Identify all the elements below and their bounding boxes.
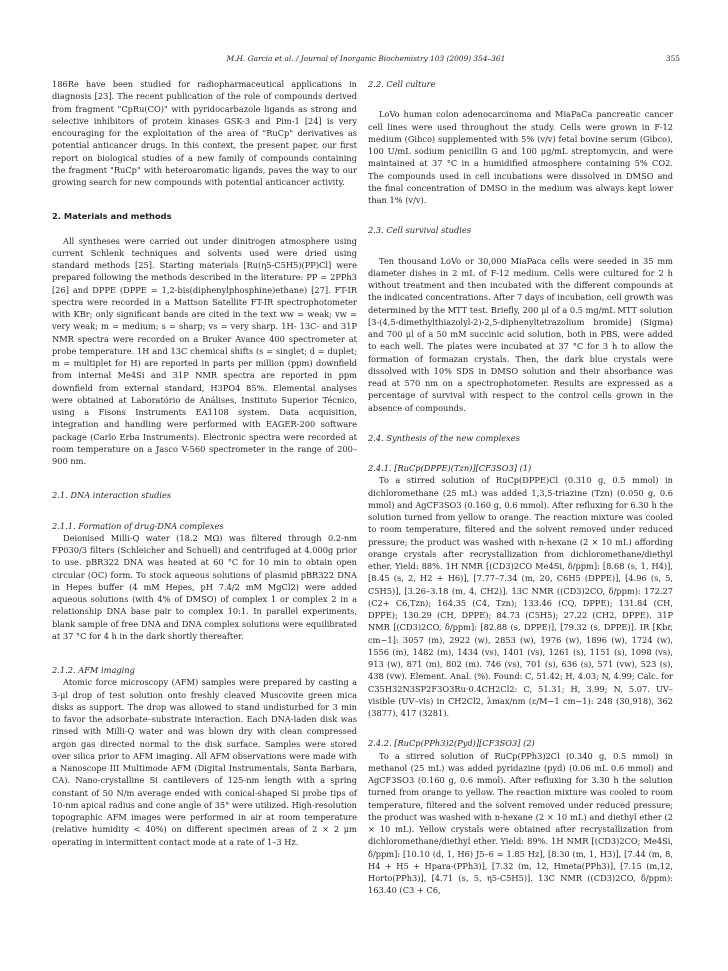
subsection-heading-synthesis: 2.4. Synthesis of the new complexes xyxy=(368,432,520,443)
complex-1-paragraph: To a stirred solution of RuCp(DPPE)Cl (0.310 g, 0.5 mmol) in dichloromethane (25 mL) was added 1,3,5-triazine (Tzn) (0.050 g, 0.6 mmol) and AgCF3SO3 (0.160 g, 0.6 mmol). After refluxing for 6.30 h the solution turned from yellow to orange. The reaction mixture was cooled to room temperature, filtered and the solvent removed under reduced pressure; the product was washed with n-hexane (2 × 10 mL) affording orange crystals after recrystallization from dichloromethane/diethyl ether. Yield: 88%. 1H NMR [(CD3)2CO Me4Si, δ/ppm]: [8.68 (s, 1, H4)], [8.45 (s, 2, H2 + H6)], [7.77–7.34 (m, 20, C6H5 (DPPE)], [4.96 (s, 5, C5H5)], [3.26–3.18 (m, 4, CH2)]. 13C NMR ((CD3)2CO, δ/ppm): 172.27 (C2+ C6,Tzn); 164.35 (C4, Tzn); 133.46 (CQ, DPPE); 131.84 (CH, DPPE); 130.29 (CH, DPPE); 84.73 (C5H5); 27.22 (CH2, DPPE). 31P NMR [(CD3)2CO, δ/ppm]: [82.88 (s, DPPE)], [79.32 (s, DPPE)]. IR [Kbr, cm−1]: 3057 (m), 2922 (w), 2853 (w), 1976 (w), 1896 (w), 1724 (w), 1556 (m), 1482 (m), 1434 (vs), 1401 (vs), 1261 (s), 1151 (s), 1098 (vs), 913 (w), 871 (m), 802 (m). 746 (vs), 701 (s), 636 (s), 571 (vw), 523 (s), 438 (vw). Element. Anal. (%). Found: C, 51.42; H, 4.03; N, 4.99; Calc. for C35H32N3SP2F3O3Ru·0.4CH2Cl2: C, 51.31; H, 3.99; N, 5.07. UV–visible (UV–vis) in CH2Cl2, λmax/nm (ε/M−1 cm−1): 248 (30,918), 362 (3877), 417 (3281). xyxy=(368,475,673,718)
page-number: 355 xyxy=(665,54,680,63)
running-header xyxy=(52,54,680,68)
right-column xyxy=(368,78,673,897)
subsection-heading-dna-interaction: 2.1. DNA interaction studies xyxy=(52,490,172,501)
intro-paragraph: 186Re have been studied for radiopharmaceutical applications in diagnosis [23]. The recent publication of the role of compounds derived from fragment "CpRu(CO)" with pyridocarbazole ligands as strong and selective inhibitors of protein kinases GSK-3 and Pim-1 [24] is very encouraging for the exploitation of the area of "RuCp" derivatives as potential anticancer drugs. In this context, the present paper, our first report on biological studies of a new family of compounds containing the fragment "RuCp" with heteroaromatic ligands, paves the way to our growing search for new compounds with potential anticancer activity. xyxy=(52,79,357,187)
left-column xyxy=(52,78,357,848)
cell-culture-paragraph: LoVo human colon adenocarcinoma and MiaPaCa pancreatic cancer cell lines were used throughout the study. Cells were grown in F-12 medium (Gibco) supplemented with 5% (v/v) fetal bovine serum (Gibco), 100 U/mL sodium penicillin G and 100 μg/mL streptomycin, and were maintained at 37 °C in a humidified atmosphere containing 5% CO2. The compounds used in cell incubations were dissolved in DMSO and the final concentration of DMSO in the medium was always kept lower than 1% (v/v). xyxy=(368,109,673,205)
subsection-heading-cell-survival: 2.3. Cell survival studies xyxy=(368,225,471,236)
subsubsection-heading-afm: 2.1.2. AFM imaging xyxy=(52,665,135,675)
subsection-heading-cell-culture: 2.2. Cell culture xyxy=(368,79,436,89)
afm-paragraph: Atomic force microscopy (AFM) samples were prepared by casting a 3-μl drop of test solution onto freshly cleaved Muscovite green mica disks as support. The drop was allowed to stand undisturbed for 3 min to favor the adsorbate–substrate interaction. Each DNA-laden disk was rinsed with Milli-Q water and was blown dry with clean compressed argon gas directed normal to the disk surface. Samples were stored over silica prior to AFM imaging. All AFM observations were made with a Nanoscope III Multimode AFM (Digital Instrumentals, Santa Barbara, CA). Nano-crystalline Si cantilevers of 125-nm length with a spring constant of 50 N/m average ended with conical-shaped Si probe tips of 10-nm apical radius and cone angle of 35° were utilized. High-resolution topographic AFM images were performed in air at room temperature (relative humidity < 40%) on different specimen areas of 2 × 2 μm operating in intermittent contact mode at a rate of 1–3 Hz. xyxy=(52,677,357,847)
subsubsection-heading-drug-dna: 2.1.1. Formation of drug-DNA complexes xyxy=(52,520,224,531)
journal-citation: M.H. Garcia et al. / Journal of Inorganic Biochemistry 103 (2009) 354–361 xyxy=(226,54,506,63)
section-heading-materials-methods: 2. Materials and methods xyxy=(52,211,172,222)
subsubsection-heading-complex-2: 2.4.2. [RuCp(PPh3)2(Pyd)][CF3SO3] (2) xyxy=(368,738,535,749)
subsubsection-heading-complex-1: 2.4.1. [RuCp(DPPE)(Tzn)][CF3SO3] (1) xyxy=(368,463,532,473)
complex-2-paragraph: To a stirred solution of RuCp(PPh3)2Cl (0.340 g, 0.5 mmol) in methanol (25 mL) was added pyridazine (pyd) (0.06 mL 0.6 mmol) and AgCF3SO3 (0.160 g, 0.6 mmol). After refluxing for 3.30 h the solution turned from orange to yellow. The reaction mixture was cooled to room temperature, filtered and the solvent removed under reduced pressure; the product was washed with n-hexane (2 × 10 mL) and diethyl ether (2 × 10 mL). Yellow crystals were obtained after recrystallization from dichloromethane/diethyl ether. Yield: 89%. 1H NMR [(CD3)2CO; Me4Si, δ/ppm]: [10.10 (d, 1, H6) J5–6 = 1.85 Hz], [8.30 (m, 1, H3)], [7.44 (m, 8, H4 + H5 + Hpara-(PPh3)], [7.32 (m, 12, Hmeta(PPh3)], [7.15 (m,12, Horto(PPh3)], [4.71 (s, 5, η5-C5H5)]. 13C NMR ((CD3)2CO, δ/ppm): 163.40 (C3 + C6, xyxy=(368,750,673,896)
cell-survival-paragraph: Ten thousand LoVo or 30,000 MiaPaca cells were seeded in 35 mm diameter dishes in 2 mL of F-12 medium. Cells were cultured for 2 h without treatment and then incubated with the different compounds at the indicated concentrations. After 7 days of incubation, cell growth was determined by the MTT test. Briefly, 200 μl of a 0.5 mg/mL MTT solution [3-(4,5-dimethylthiazolyl-2)-2,5-diphenyltetrazolium bromide] (Sigma) and 700 μl of a 50 mM succinic acid solution, both in PBS, were added to each well. The plates were incubated at 37 °C for 3 h to allow the formation of formazan crystals. Then, the dark blue crystals were dissolved with 10% SDS in DMSO solution and their absorbance was read at 570 nm on a spectrophotometer. Results are expressed as a percentage of survival with respect to the control cells grown in the absence of compounds. xyxy=(368,255,673,413)
drug-dna-paragraph: Deionised Milli-Q water (18.2 MΩ) was filtered through 0.2-nm FP030/3 filters (Schleicher and Schuell) and centrifuged at 4.000g prior to use. pBR322 DNA was heated at 60 °C for 10 min to obtain open circular (OC) form. To stock aqueous solutions of plasmid pBR322 DNA in Hepes buffer (4 mM Hepes, pH 7.4/2 mM MgCl2) were added aqueous solutions (with 4% of DMSO) of complex 1 or complex 2 in a relationship DNA base pair to complex 10:1. In parallel experiments, blank sample of free DNA and DNA complex solutions were equilibrated at 37 °C for 4 h in the dark shortly thereafter. xyxy=(52,532,357,641)
materials-methods-paragraph: All syntheses were carried out under dinitrogen atmosphere using current Schlenk techniques and solvents used were dried using standard methods [25]. Starting materials [Ru(η5-C5H5)(PP)Cl] were prepared following the methods described in the literature: PP = 2PPh3 [26] and DPPE (DPPE = 1,2-bis(diphenylphosphine)ethane) [27]. FT-IR spectra were recorded in a Mattson Satellite FT-IR spectrophotometer with KBr; only significant bands are cited in the text ww = weak; vw = very weak; m = medium; s = sharp; vs = very sharp. 1H- 13C- and 31P NMR spectra were recorded on a Bruker Avance 400 spectrometer at probe temperature. 1H and 13C chemical shifts (s = singlet; d = duplet; m = multiplet for H) are reported in parts per million (ppm) downfield from internal Me4Si and 31P NMR spectra are reported in ppm downfield from external standard, H3PO4 85%. Elemental analyses were obtained at Laboratório de Análises, Instituto Superior Técnico, using a Fisons Instruments EA1108 system. Data acquisition, integration and handling were performed with EAGER-200 software package (Carlo Erba Instruments). Electronic spectra were recorded at room temperature on a Jasco V-560 spectrometer in the range of 200–900 nm. xyxy=(52,235,357,466)
